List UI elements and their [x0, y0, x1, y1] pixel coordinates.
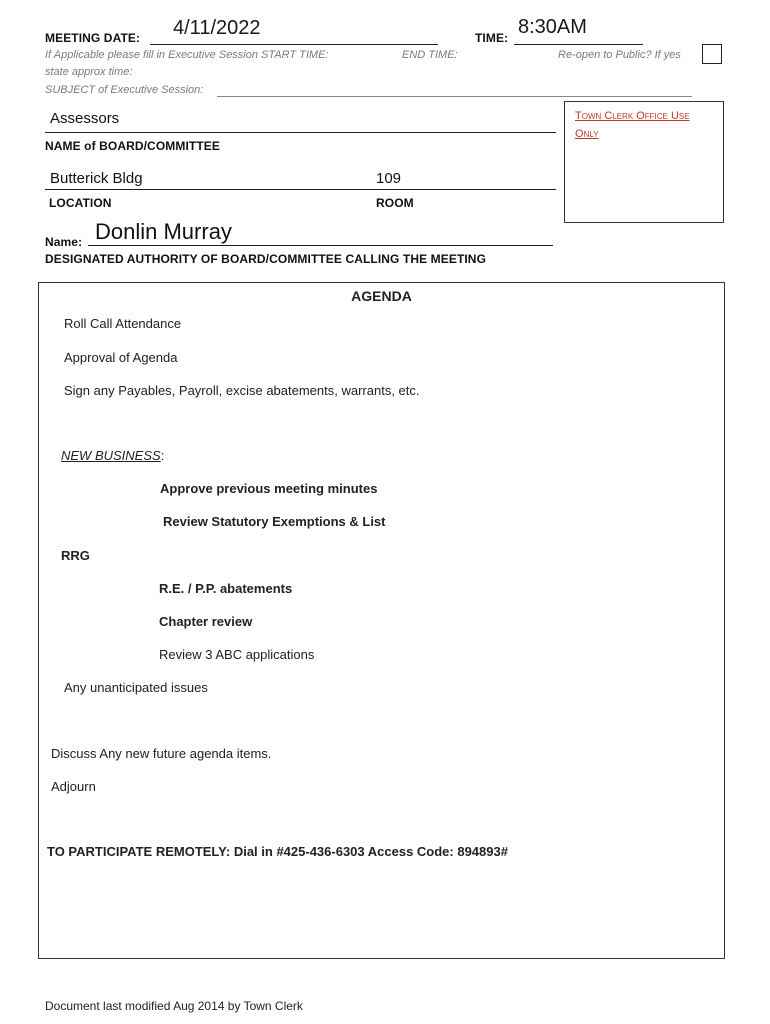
time-underline	[514, 44, 643, 45]
agenda-item-sign-payables: Sign any Payables, Payroll, excise abatements, warrants, etc.	[64, 383, 420, 398]
authority-label: DESIGNATED AUTHORITY OF BOARD/COMMITTEE CALLING THE MEETING	[45, 252, 487, 266]
remote-participation: TO PARTICIPATE REMOTELY: Dial in #425-436-6303 Access Code: 894893#	[47, 844, 508, 859]
agenda-box	[38, 282, 725, 959]
board-name-label: NAME of BOARD/COMMITTEE	[45, 139, 220, 153]
agenda-item-re-pp: R.E. / P.P. abatements	[159, 581, 293, 596]
agenda-item-chapter-review: Chapter review	[159, 614, 253, 629]
town-clerk-label: Town Clerk Office Use Only	[575, 110, 690, 140]
time-value[interactable]: 8:30AM	[518, 16, 587, 38]
approx-time-note: state approx time:	[45, 66, 133, 78]
new-business-heading	[61, 448, 164, 463]
footer-note: Document last modified Aug 2014 by Town Clerk	[45, 999, 303, 1013]
new-business-colon: :	[160, 448, 165, 463]
board-name-underline	[45, 132, 556, 133]
agenda-item-roll-call: Roll Call Attendance	[64, 316, 182, 331]
authority-name-value[interactable]: Donlin Murray	[95, 219, 232, 244]
meeting-date-underline	[150, 44, 438, 45]
exec-session-note: If Applicable please fill in Executive Session START TIME:	[45, 49, 329, 61]
agenda-item-future-items: Discuss Any new future agenda items.	[51, 746, 272, 761]
subject-label: SUBJECT of Executive Session:	[45, 84, 204, 96]
room-label: ROOM	[376, 196, 414, 210]
room-value[interactable]: 109	[376, 170, 402, 187]
location-value[interactable]: Butterick Bldg	[50, 170, 143, 187]
agenda-item-approval: Approval of Agenda	[64, 350, 178, 365]
agenda-title: AGENDA	[351, 288, 412, 304]
location-underline	[45, 189, 556, 190]
board-name-value[interactable]: Assessors	[50, 110, 120, 127]
agenda-item-abc-apps: Review 3 ABC applications	[159, 647, 315, 662]
reopen-checkbox[interactable]	[702, 44, 722, 64]
location-label: LOCATION	[49, 196, 112, 210]
subject-underline[interactable]	[217, 96, 692, 97]
agenda-item-review-exemptions: Review Statutory Exemptions & List	[163, 514, 386, 529]
authority-name-label: Name:	[45, 235, 83, 249]
meeting-date-label: MEETING DATE:	[45, 31, 141, 45]
rrg-heading: RRG	[61, 548, 90, 563]
agenda-item-unanticipated: Any unanticipated issues	[64, 680, 208, 695]
new-business-label: NEW BUSINESS	[61, 448, 161, 463]
town-clerk-box	[564, 101, 724, 223]
agenda-item-adjourn: Adjourn	[51, 779, 96, 794]
time-label: TIME:	[475, 31, 509, 45]
reopen-label: Re-open to Public? If yes	[558, 49, 681, 61]
meeting-date-value[interactable]: 4/11/2022	[173, 17, 261, 39]
agenda-item-approve-minutes: Approve previous meeting minutes	[160, 481, 378, 496]
end-time-label: END TIME:	[402, 49, 458, 61]
authority-underline	[88, 245, 553, 246]
